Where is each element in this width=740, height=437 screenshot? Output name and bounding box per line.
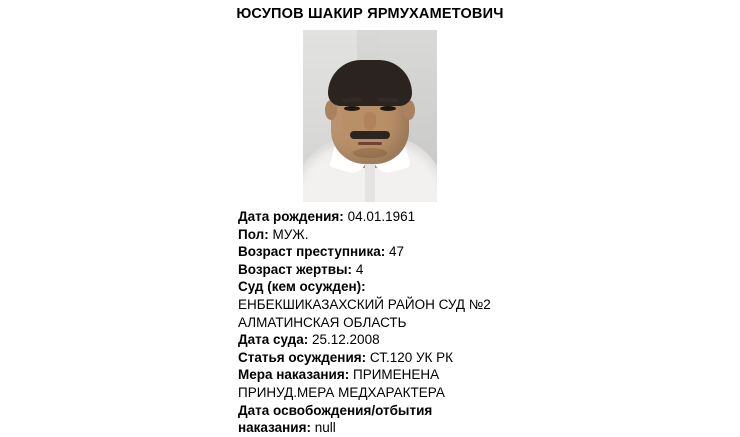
field-label: Дата суда: [238, 332, 309, 348]
portrait-photo [303, 30, 437, 202]
shirt-placket-shape [365, 162, 375, 202]
field-row [238, 243, 738, 261]
field-continuation: АЛМАТИНСКАЯ ОБЛАСТЬ [238, 314, 407, 330]
field-value: ПРИМЕНЕНА [352, 367, 440, 383]
field-row [238, 331, 738, 349]
field-value: МУЖ. [272, 226, 309, 242]
field-row [238, 366, 738, 384]
field-label: Пол: [238, 226, 269, 242]
field-continuation: ПРИНУД.МЕРА МЕДХАРАКТЕРА [238, 384, 445, 400]
record-fields [238, 208, 738, 437]
field-value: null [314, 420, 336, 436]
eye-right-shape [380, 106, 396, 111]
eye-left-shape [344, 106, 360, 111]
hair-shape [328, 60, 412, 106]
nose-shape [364, 112, 376, 130]
field-row [238, 261, 738, 279]
field-row [238, 419, 738, 437]
field-row [238, 226, 738, 244]
page-title: ЮСУПОВ ШАКИР ЯРМУХАМЕТОВИЧ [236, 6, 504, 22]
field-row [238, 278, 738, 296]
field-row [238, 402, 738, 420]
field-label: наказания: [238, 420, 311, 436]
field-value: 25.12.2008 [312, 332, 380, 348]
field-value: 4 [355, 261, 364, 277]
field-row [238, 349, 738, 367]
field-label: Статья осуждения: [238, 349, 367, 365]
mustache-shape [350, 131, 390, 139]
field-continuation: ЕНБЕКШИКАЗАХСКИЙ РАЙОН СУД №2 [238, 296, 491, 312]
field-label: Возраст преступника: [238, 244, 386, 260]
field-label: Дата освобождения/отбытия [238, 402, 433, 418]
field-label: Дата рождения: [238, 209, 344, 224]
field-row [238, 208, 738, 226]
field-value: 47 [388, 244, 405, 260]
chin-shadow-shape [353, 148, 387, 158]
portrait-image [303, 30, 437, 202]
field-value: СТ.120 УК РК [369, 349, 454, 365]
field-label: Суд (кем осужден): [238, 279, 366, 295]
field-label: Возраст жертвы: [238, 261, 353, 277]
mouth-shape [358, 142, 382, 145]
field-value: 04.01.1961 [347, 209, 416, 224]
field-label: Мера наказания: [238, 367, 350, 383]
